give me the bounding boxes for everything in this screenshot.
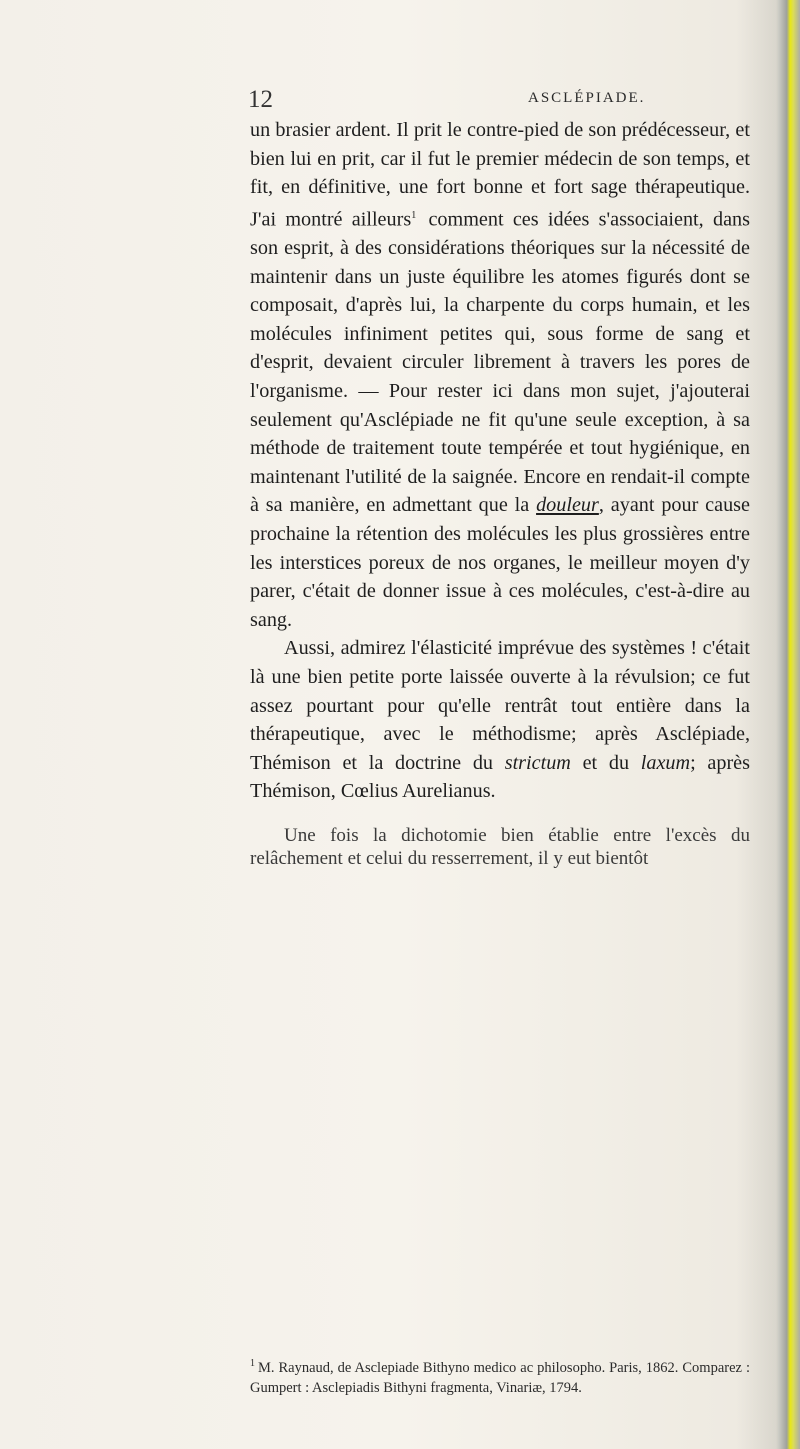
emphasis-strictum: strictum (504, 751, 571, 774)
page-number: 12 (248, 86, 273, 113)
page-header (248, 86, 708, 116)
text-segment: ; après Thémison, Cœlius Aurelianus. (250, 751, 750, 803)
footnote-text: M. Raynaud, de Asclepiade Bithyno medico ac philosopho. Paris, 1862. Comparez : Gumpert : Asclepiadis Bithyni fragmenta, Vinariæ, 1794. (250, 1359, 750, 1396)
emphasis-laxum: laxum (640, 751, 691, 774)
text-segment: Aussi, admirez l'élasticité imprévue des systèmes ! c'était là une bien petite porte laissée ouverte à la révulsion; ce fut assez pourtant pour qu'elle rentrât tout entière dans la thérapeutique, avec le méthodisme; après Asclépiade, Thémison et la doctrine du (250, 637, 750, 774)
footnote-marker: 1 (250, 1358, 255, 1369)
text-segment: un brasier ardent. Il prit le contre-pied de son prédécesseur, et bien lui en prit, car il fut le premier médecin de son temps, et fit, en définitive, une fort bonne et fort sage thérapeutique. J'ai montré ailleurs (250, 119, 750, 231)
text-segment: , ayant pour cause prochaine la rétention des molécules les plus grossières entre les interstices poreux de nos organes, le meilleur moyen d'y parer, c'était de donner issue à ces molécules, c'est-à-dire au sang. (250, 494, 750, 631)
emphasis-douleur: douleur (536, 494, 599, 517)
text-segment: comment ces idées s'associaient, dans son esprit, à des considérations théoriques sur la nécessité de maintenir dans un juste équilibre les atomes figurés dont se composait, d'après lui, la charpente du corps humain, et les molécules infiniment petites qui, sous forme de sang et d'esprit, devaient circuler librement à travers les pores de l'organisme. — Pour rester ici dans mon sujet, j'ajouterai seulement qu'Asclépiade ne fit qu'une seule exception, à sa méthode de traitement toute tempérée et tout hygiénique, en maintenant l'utilité de la saignée. Encore en rendait-il compte à sa manière, en admettant que la (250, 208, 750, 517)
text-segment: et du (570, 751, 641, 774)
footnote (250, 1354, 750, 1398)
page-edge-strip (778, 0, 800, 1449)
body-text (250, 116, 750, 870)
paragraph-2 (250, 634, 750, 806)
footnote-reference: 1 (411, 209, 417, 221)
paragraph-1 (250, 116, 750, 634)
text-segment: Une fois la dichotomie bien établie entre l'excès du relâchement et celui du resserrement, il y eut bientôt (250, 824, 750, 869)
running-head: ASCLÉPIADE. (528, 90, 646, 106)
paragraph-3 (250, 824, 750, 870)
